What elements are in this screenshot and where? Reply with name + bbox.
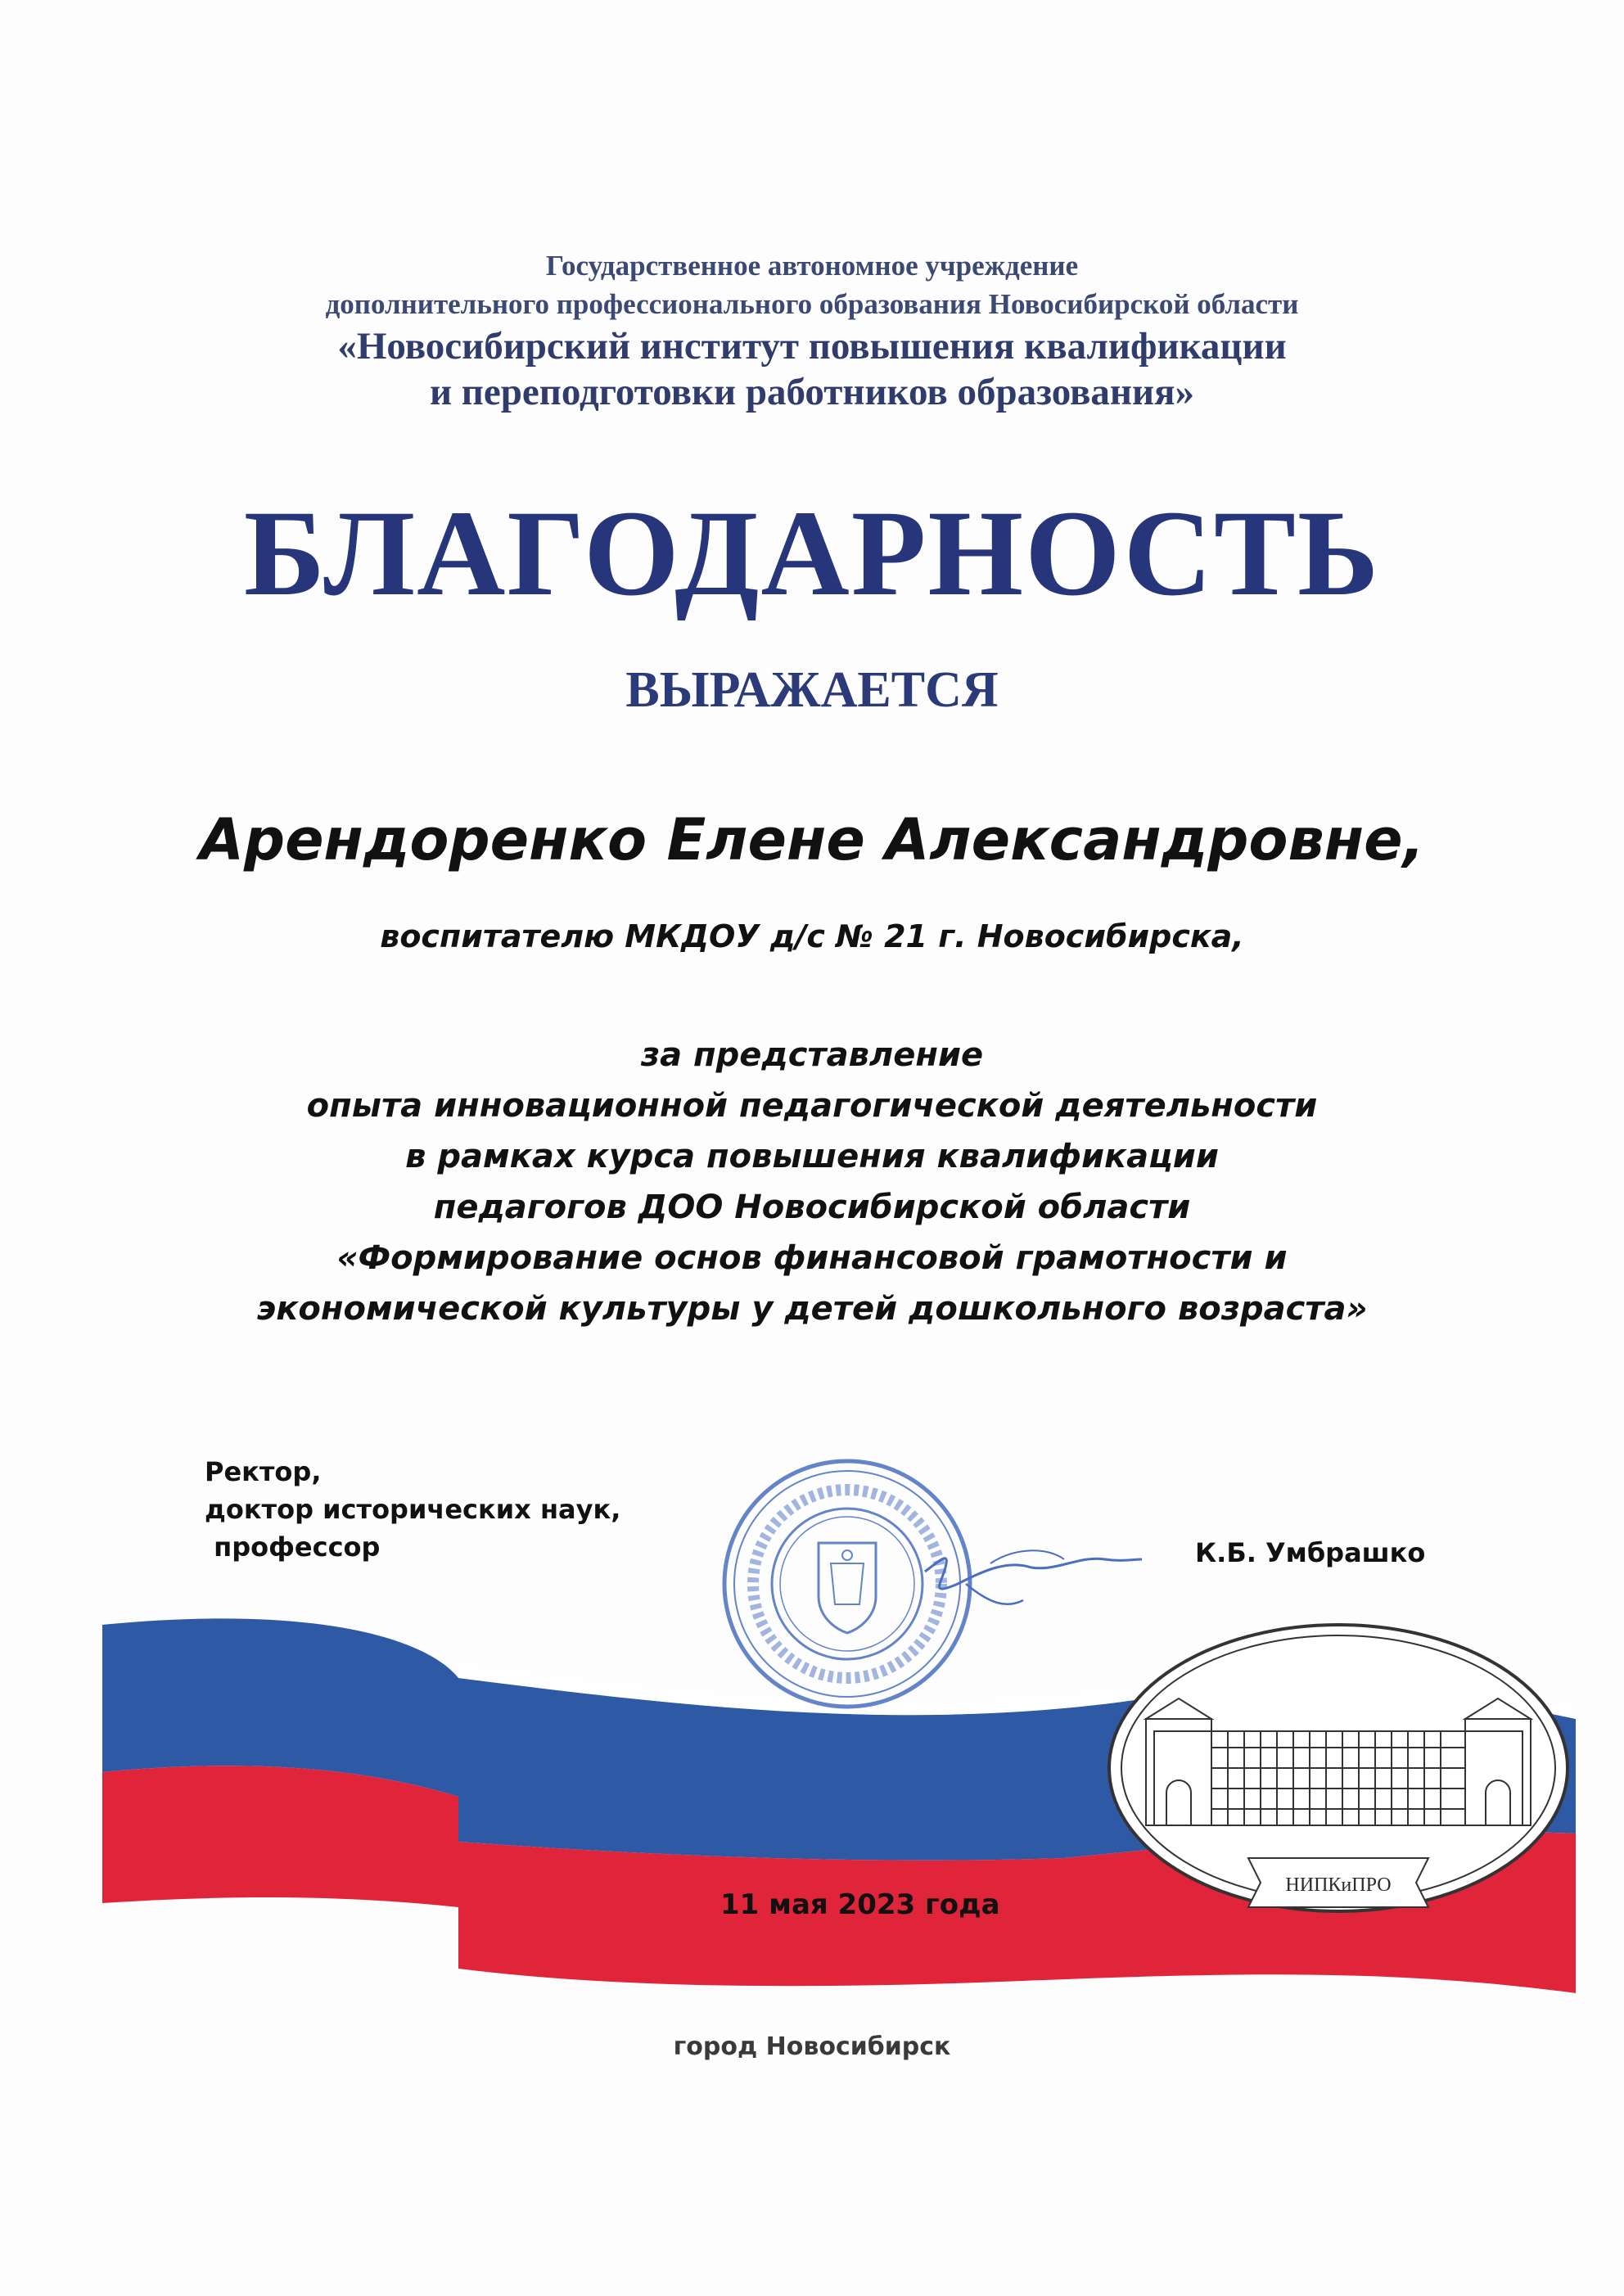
reason-line: в рамках курса повышения квалификации [405, 1138, 1219, 1175]
header-line-1: Государственное автономное учреждение [545, 250, 1079, 282]
recipient-position: воспитателю МКДОУ д/с № 21 г. Новосибирска, [380, 918, 1244, 954]
certificate-title: БЛАГОДАРНОСТЬ [243, 485, 1381, 621]
signatory-title [205, 1453, 620, 1566]
issue-date: 11 мая 2023 года [720, 1888, 1000, 1921]
header-line-2: дополнительного профессионального образования Новосибирской области [325, 288, 1299, 320]
institute-building-badge [1109, 1625, 1568, 1911]
recipient-name: Арендоренко Елене Александровне, [199, 806, 1425, 873]
reason-line: педагогов ДОО Новосибирской области [433, 1189, 1191, 1226]
issue-city: город Новосибирск [673, 2032, 951, 2061]
signatory-title-line: профессор [205, 1531, 381, 1563]
signatory-title-line: доктор исторических наук, [205, 1494, 621, 1525]
reason-line: экономической культуры у детей дошкольного возраста» [256, 1290, 1368, 1328]
signatory-name: К.Б. Умбрашко [1195, 1537, 1426, 1568]
badge-label: НИПКиПРО [1285, 1874, 1392, 1896]
header-line-4: и переподготовки работников образования» [429, 371, 1195, 413]
reason-line: за представление [640, 1036, 984, 1074]
reason-line: «Формирование основ финансовой грамотности и [336, 1239, 1288, 1277]
official-stamp [724, 1461, 970, 1707]
award-reason [0, 1030, 1624, 1334]
signatory-title-line: Ректор, [205, 1456, 322, 1487]
header-line-3: «Новосибирский институт повышения квалификации [337, 325, 1287, 368]
certificate-subtitle: ВЫРАЖАЕТСЯ [625, 662, 999, 718]
reason-line: опыта инновационной педагогической деятельности [306, 1087, 1318, 1125]
